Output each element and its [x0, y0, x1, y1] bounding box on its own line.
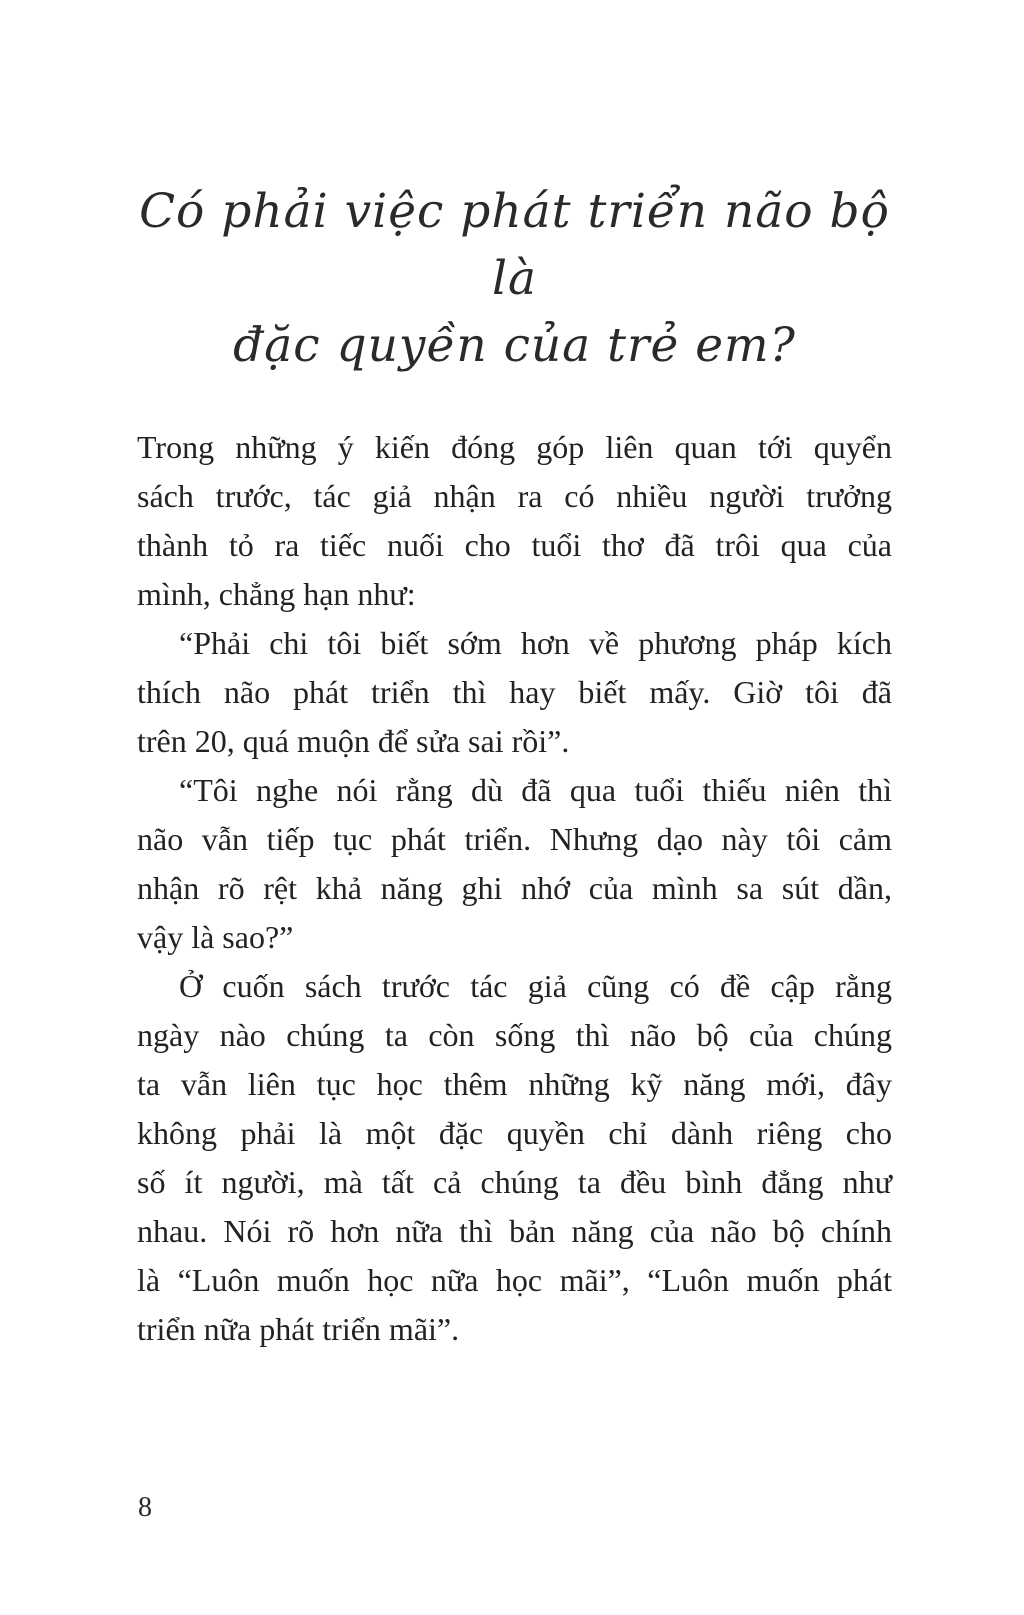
text-line: não vẫn tiếp tục phát triển. Nhưng dạo này tôi cảm: [137, 821, 892, 857]
text-line: là “Luôn muốn học nữa học mãi”, “Luôn muốn phát: [137, 1262, 892, 1298]
text-line: số ít người, mà tất cả chúng ta đều bình đẳng như: [137, 1164, 892, 1200]
text-line: thành tỏ ra tiếc nuối cho tuổi thơ đã trôi qua của: [137, 527, 892, 563]
paragraph: [137, 766, 892, 962]
chapter-title-line-2: đặc quyền của trẻ em?: [233, 318, 796, 373]
text-line: nhận rõ rệt khả năng ghi nhớ của mình sa sút dần,: [137, 870, 892, 906]
text-line: ngày nào chúng ta còn sống thì não bộ của chúng: [137, 1017, 892, 1053]
text-line: triển nữa phát triển mãi”.: [137, 1311, 460, 1347]
body-text: [137, 423, 892, 1354]
text-line: mình, chẳng hạn như:: [137, 576, 416, 612]
text-line: thích não phát triển thì hay biết mấy. Giờ tôi đã: [137, 674, 892, 710]
text-line: nhau. Nói rõ hơn nữa thì bản năng của não bộ chính: [137, 1213, 892, 1249]
text-line: sách trước, tác giả nhận ra có nhiều người trưởng: [137, 478, 892, 514]
text-line: “Tôi nghe nói rằng dù đã qua tuổi thiếu niên thì: [179, 772, 892, 808]
text-line: vậy là sao?”: [137, 919, 294, 955]
text-line: Trong những ý kiến đóng góp liên quan tới quyển: [137, 429, 892, 465]
text-line: ta vẫn liên tục học thêm những kỹ năng mới, đây: [137, 1066, 892, 1102]
text-line: trên 20, quá muộn để sửa sai rồi”.: [137, 723, 570, 759]
paragraph: [137, 423, 892, 619]
text-line: không phải là một đặc quyền chỉ dành riêng cho: [137, 1115, 892, 1151]
paragraph: [137, 962, 892, 1354]
chapter-title: [137, 178, 892, 379]
chapter-title-line-1: Có phải việc phát triển não bộ là: [139, 184, 890, 306]
paragraph: [137, 619, 892, 766]
text-line: “Phải chi tôi biết sớm hơn về phương pháp kích: [179, 625, 892, 661]
page-number: 8: [138, 1492, 152, 1523]
text-line: Ở cuốn sách trước tác giả cũng có đề cập rằng: [179, 968, 892, 1004]
